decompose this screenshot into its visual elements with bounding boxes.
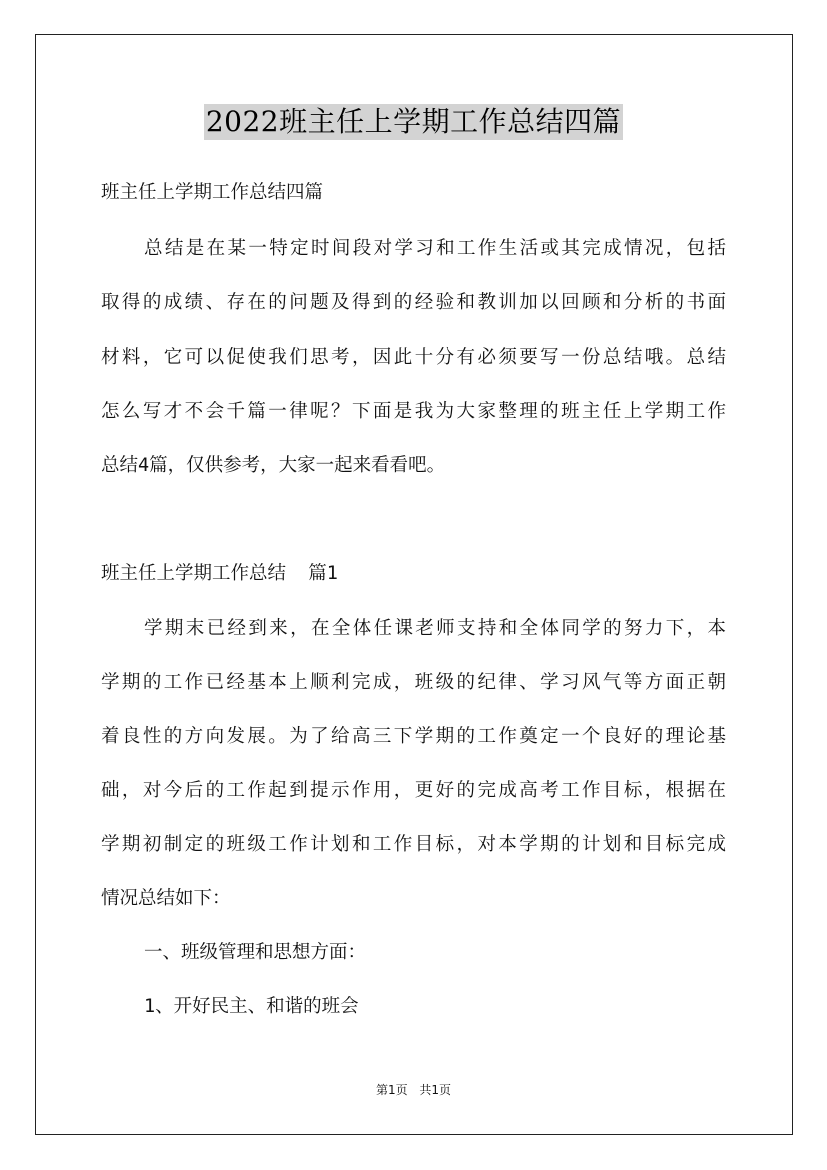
section-line: 着良性的方向发展。为了给高三下学期的工作奠定一个良好的理论基 [101,726,726,747]
section-line: 情况总结如下： [101,888,231,909]
list-item: 1、开好民主、和谐的班会 [144,996,359,1017]
section-line: 学期末已经到来，在全体任课老师支持和全体同学的努力下，本 [144,618,726,639]
section-heading: 班主任上学期工作总结 篇1 [101,563,338,584]
document-subtitle: 班主任上学期工作总结四篇 [101,182,324,203]
section-line: 学期的工作已经基本上顺利完成，班级的纪律、学习风气等方面正朝 [101,672,726,693]
page-total: 共1页 [419,1083,452,1097]
document-title-text: 2022班主任上学期工作总结四篇 [205,105,622,138]
intro-line: 材料，它可以促使我们思考，因此十分有必须要写一份总结哦。总结 [101,347,726,368]
intro-line: 取得的成绩、存在的问题及得到的经验和教训加以回顾和分析的书面 [101,292,726,313]
intro-line: 怎么写才不会千篇一律呢？下面是我为大家整理的班主任上学期工作 [101,401,726,422]
section-line: 础，对今后的工作起到提示作用，更好的完成高考工作目标，根据在 [101,780,726,801]
intro-line: 总结4篇，仅供参考，大家一起来看看吧。 [101,455,446,476]
page-number: 第1页 [375,1083,408,1097]
section-line: 学期初制定的班级工作计划和工作目标，对本学期的计划和目标完成 [101,834,726,855]
document-title [0,104,827,140]
sub-heading: 一、班级管理和思想方面： [144,942,367,963]
page-footer [0,1082,827,1098]
intro-line: 总结是在某一特定时间段对学习和工作生活或其完成情况，包括 [144,238,726,259]
